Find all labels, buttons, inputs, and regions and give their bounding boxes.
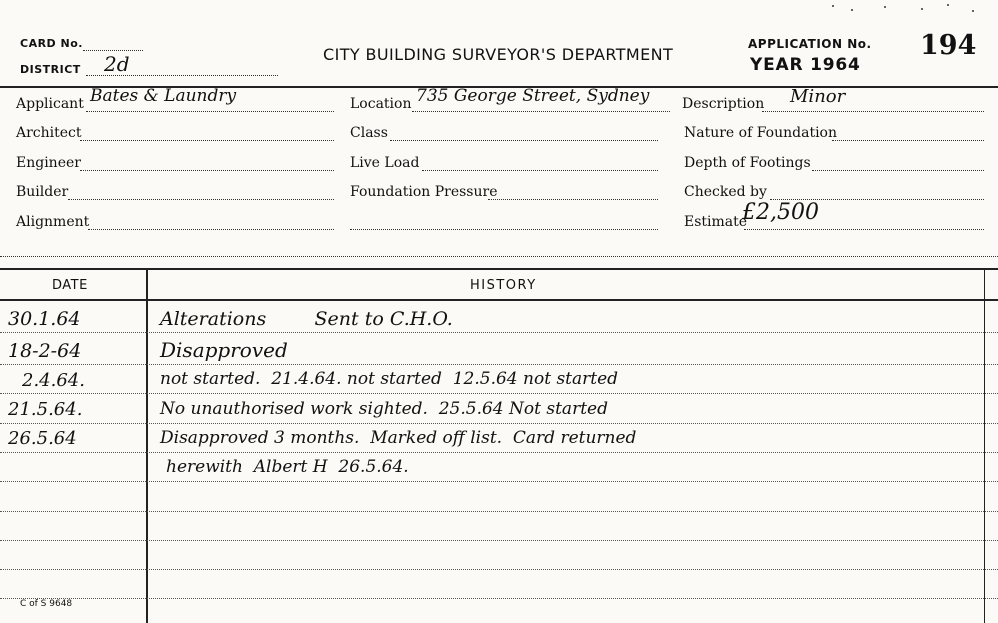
checked-by-label: Checked by [684, 184, 767, 200]
location-line [412, 111, 670, 112]
estimate-line [744, 229, 984, 230]
scan-speck [947, 4, 949, 6]
architect-line [80, 140, 334, 141]
depth-of-footings-label: Depth of Footings [684, 155, 811, 171]
form-code: C of S 9648 [20, 599, 73, 609]
blank-line [350, 229, 658, 230]
engineer-line [80, 170, 334, 171]
table-rule [0, 481, 998, 482]
history-row-date: 30.1.64 [8, 308, 81, 330]
table-rule [0, 540, 998, 541]
history-row-entry: Disapproved 3 months. Marked off list. Card returned [160, 428, 637, 448]
applicant-line [86, 111, 334, 112]
year-label: YEAR 1964 [750, 55, 861, 75]
table-rule [0, 423, 998, 424]
history-row-date: 2.4.64. [22, 370, 85, 391]
date-column-header: DATE [52, 278, 88, 293]
fields-bottom-line [0, 256, 998, 257]
alignment-line [88, 229, 334, 230]
table-rule [0, 598, 998, 599]
table-rule [0, 393, 998, 394]
history-row-entry: Alterations Sent to C.H.O. [160, 308, 453, 330]
applicant-value: Bates & Laundry [90, 86, 237, 106]
builder-line [68, 199, 334, 200]
estimate-value: £2,500 [742, 200, 819, 225]
nature-of-foundation-label: Nature of Foundation [684, 125, 837, 141]
district-value: 2d [104, 52, 130, 76]
description-value: Minor [790, 86, 846, 107]
scan-speck [851, 9, 853, 11]
location-value: 735 George Street, Sydney [416, 86, 650, 106]
table-rule [0, 364, 998, 365]
history-column-header: HISTORY [470, 278, 537, 293]
table-rule [0, 569, 998, 570]
right-margin-rule [984, 270, 985, 623]
live-load-line [422, 170, 658, 171]
history-row-entry: herewith Albert H 26.5.64. [166, 457, 409, 477]
table-top-rule [0, 268, 998, 270]
table-header-rule [0, 299, 998, 301]
estimate-label: Estimate [684, 214, 748, 230]
district-line [86, 75, 278, 76]
table-rule [0, 332, 998, 333]
nature-of-foundation-line [832, 140, 984, 141]
builder-label: Builder [16, 184, 69, 200]
district-label: DISTRICT [20, 63, 81, 76]
scan-speck [832, 5, 834, 7]
card-no-label: CARD No. [20, 37, 83, 50]
application-number: 194 [920, 30, 977, 61]
foundation-pressure-label: Foundation Pressure [350, 184, 498, 200]
scan-speck [921, 8, 923, 10]
architect-label: Architect [16, 125, 82, 141]
history-row-date: 26.5.64 [8, 428, 77, 449]
card-no-line [83, 50, 143, 51]
history-row-date: 21.5.64. [8, 399, 83, 420]
location-label: Location [350, 96, 412, 112]
engineer-label: Engineer [16, 155, 81, 171]
description-label: Description [682, 96, 765, 112]
department-title: CITY BUILDING SURVEYOR'S DEPARTMENT [323, 45, 674, 64]
history-row-entry: not started. 21.4.64. not started 12.5.64 not started [160, 369, 619, 389]
scan-speck [884, 6, 886, 8]
table-rule [0, 452, 998, 453]
live-load-label: Live Load [350, 155, 420, 171]
description-line [762, 111, 984, 112]
scan-speck [972, 10, 974, 12]
history-row-date: 18-2-64 [8, 340, 82, 362]
class-label: Class [350, 125, 388, 141]
depth-of-footings-line [812, 170, 984, 171]
table-rule [0, 511, 998, 512]
history-row-entry: Disapproved [160, 338, 288, 362]
date-column-divider [146, 270, 148, 623]
application-no-label: APPLICATION No. [748, 37, 872, 51]
class-line [390, 140, 658, 141]
history-row-entry: No unauthorised work sighted. 25.5.64 Not started [160, 399, 608, 419]
foundation-pressure-line [488, 199, 658, 200]
applicant-label: Applicant [16, 96, 84, 112]
alignment-label: Alignment [16, 214, 90, 230]
